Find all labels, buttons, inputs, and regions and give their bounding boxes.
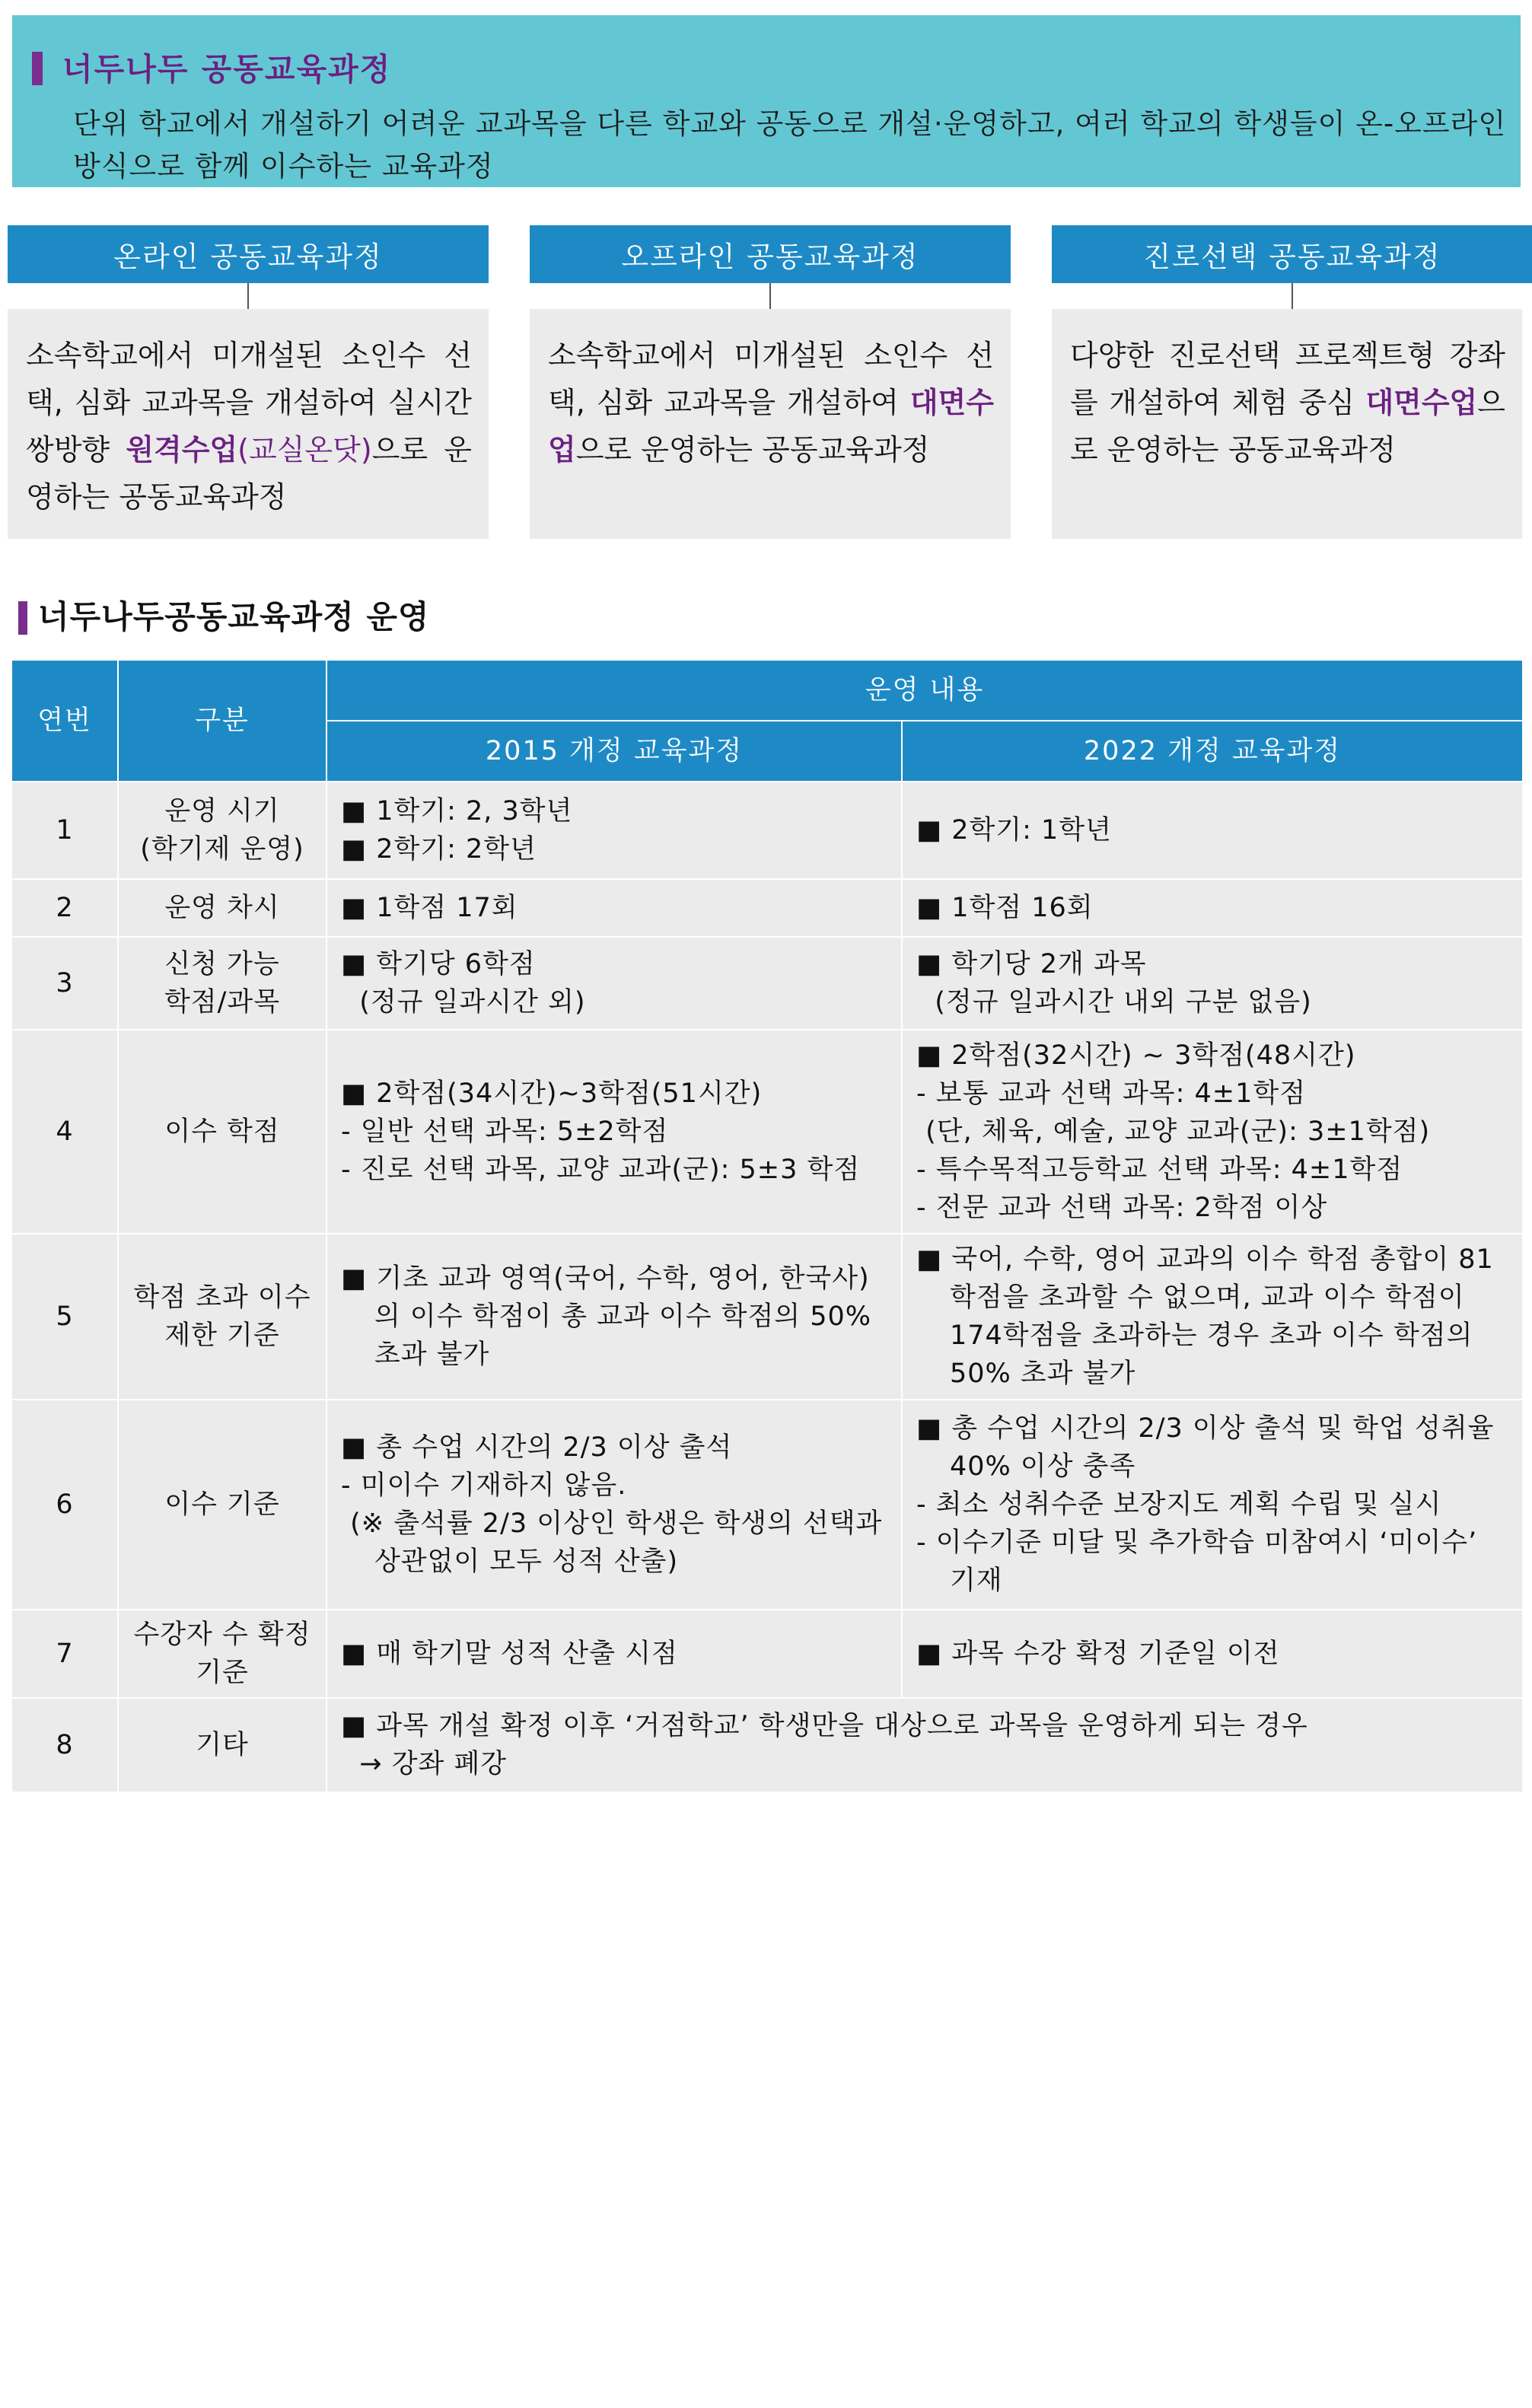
cell-line: (정규 일과시간 내외 구분 없음) xyxy=(916,987,1312,1018)
card-online-title: 온라인 공동교육과정 xyxy=(8,225,489,283)
cell-line: ■ 과목 수강 확정 기준일 이전 xyxy=(916,1639,1280,1669)
cell-2015 xyxy=(326,1030,902,1234)
operations-table xyxy=(11,659,1524,1793)
cell-2022 xyxy=(902,1610,1523,1698)
row-no: 6 xyxy=(11,1400,118,1610)
table-row xyxy=(11,937,1523,1030)
cell-line: ■ 학기당 6학점 xyxy=(341,949,536,979)
cell-line: ■ 1학점 17회 xyxy=(341,893,518,923)
table-row xyxy=(11,782,1523,879)
cell-line: ■ 국어, 수학, 영어 교과의 이수 학점 총합이 81학점을 초과할 수 없으며, 교과 이수 학점이 174학점을 초과하는 경우 초과 이수 학점의 50% 초과 불가 xyxy=(916,1244,1494,1389)
card-highlight-note: (교실온닷) xyxy=(237,433,372,467)
card-highlight: 대면수업 xyxy=(548,386,994,467)
section-marker xyxy=(18,601,27,635)
cell-line: ■ 2학기: 1학년 xyxy=(916,815,1112,846)
row-no: 5 xyxy=(11,1234,118,1400)
cell-line: ■ 기초 교과 영역(국어, 수학, 영어, 한국사)의 이수 학점이 총 교과 이수 학점의 50% 초과 불가 xyxy=(341,1263,881,1370)
row-category: 운영 시기 (학기제 운영) xyxy=(118,782,326,879)
cell-2015 xyxy=(326,1610,902,1698)
card-connector xyxy=(769,283,771,309)
row-no: 2 xyxy=(11,879,118,937)
intro-banner xyxy=(12,15,1521,187)
cell-2022 xyxy=(902,1030,1523,1234)
card-text-after: 으로 운영하는 공동교육과정 xyxy=(26,433,472,514)
cell-merged xyxy=(326,1698,1523,1792)
cell-line: - 이수기준 미달 및 추가학습 미참여시 ‘미이수’ 기재 xyxy=(916,1527,1487,1596)
cell-2015 xyxy=(326,937,902,1030)
cell-line: ■ 총 수업 시간의 2/3 이상 출석 xyxy=(341,1432,733,1463)
row-category: 이수 학점 xyxy=(118,1030,326,1234)
cell-2015 xyxy=(326,1400,902,1610)
cell-line: ■ 1학기: 2, 3학년 xyxy=(341,796,573,827)
card-career-body xyxy=(1052,309,1522,539)
card-text-after: 으로 운영하는 공동교육과정 xyxy=(1070,386,1505,467)
cell-line: ■ 학기당 2개 과목 xyxy=(916,949,1147,979)
row-category: 운영 차시 xyxy=(118,879,326,937)
row-no: 4 xyxy=(11,1030,118,1234)
cell-line: ■ 과목 개설 확정 이후 ‘거점학교’ 학생만을 대상으로 과목을 운영하게 되는 경우 xyxy=(341,1711,1308,1741)
card-text: 소속학교에서 미개설된 소인수 선택, 심화 교과목을 개설하여 xyxy=(548,339,994,419)
cell-line: (단, 체육, 예술, 교양 교과(군): 3±1학점) xyxy=(916,1116,1431,1147)
header-2022: 2022 개정 교육과정 xyxy=(902,721,1523,782)
card-highlight: 원격수업 xyxy=(126,433,238,467)
cell-line: - 일반 선택 과목: 5±2학점 xyxy=(341,1116,669,1147)
header-content: 운영 내용 xyxy=(326,660,1523,721)
table-row xyxy=(11,1030,1523,1234)
cell-2015 xyxy=(326,782,902,879)
card-highlight: 대면수업 xyxy=(1365,386,1478,419)
card-offline-body xyxy=(530,309,1011,539)
cell-line: - 전문 교과 선택 과목: 2학점 이상 xyxy=(916,1193,1328,1223)
cell-line: ■ 2학점(32시간) ~ 3학점(48시간) xyxy=(916,1040,1356,1071)
row-category: 신청 가능 학점/과목 xyxy=(118,937,326,1030)
cell-line: ■ 1학점 16회 xyxy=(916,893,1094,923)
header-2015: 2015 개정 교육과정 xyxy=(326,721,902,782)
row-no: 3 xyxy=(11,937,118,1030)
cell-line: - 보통 교과 선택 과목: 4±1학점 xyxy=(916,1078,1307,1109)
cell-line: ■ 2학점(34시간)~3학점(51시간) xyxy=(341,1078,763,1109)
cell-2015 xyxy=(326,1234,902,1400)
cell-line: (정규 일과시간 외) xyxy=(341,987,586,1018)
card-career-title: 진로선택 공동교육과정 xyxy=(1052,225,1532,283)
table-row xyxy=(11,1400,1523,1610)
cell-2022 xyxy=(902,1234,1523,1400)
cell-line: (※ 출석률 2/3 이상인 학생은 학생의 선택과 상관없이 모두 성적 산출) xyxy=(341,1508,892,1577)
card-text: 다양한 진로선택 프로젝트형 강좌를 개설하여 체험 중심 xyxy=(1070,339,1505,419)
card-online-body xyxy=(8,309,489,539)
card-connector xyxy=(247,283,249,309)
header-no: 연번 xyxy=(11,660,118,782)
cell-2022 xyxy=(902,1400,1523,1610)
banner-title: 너두나두 공동교육과정 xyxy=(62,51,392,88)
cell-line: - 최소 성취수준 보장지도 계획 수립 및 실시 xyxy=(916,1489,1442,1520)
cell-2022 xyxy=(902,937,1523,1030)
cell-line: ■ 2학기: 2학년 xyxy=(341,834,537,865)
cell-line: - 진로 선택 과목, 교양 교과(군): 5±3 학점 xyxy=(341,1155,861,1185)
table-body xyxy=(11,782,1523,1792)
banner-description: 단위 학교에서 개설하기 어려운 교과목을 다른 학교와 공동으로 개설·운영하고, 여러 학교의 학생들이 온-오프라인 방식으로 함께 이수하는 교육과정 xyxy=(73,107,1507,183)
table-row xyxy=(11,879,1523,937)
cell-2015 xyxy=(326,879,902,937)
card-text: 소속학교에서 미개설된 소인수 선택, 심화 교과목을 개설하여 실시간 쌍방향 xyxy=(26,339,472,467)
cell-line: - 특수목적고등학교 선택 과목: 4±1학점 xyxy=(916,1155,1403,1185)
card-text-after: 으로 운영하는 공동교육과정 xyxy=(575,433,930,467)
row-no: 8 xyxy=(11,1698,118,1792)
table-row xyxy=(11,1610,1523,1698)
row-category: 수강자 수 확정 기준 xyxy=(118,1610,326,1698)
cell-line: ■ 총 수업 시간의 2/3 이상 출석 및 학업 성취율 40% 이상 충족 xyxy=(916,1413,1504,1482)
row-no: 1 xyxy=(11,782,118,879)
table-row xyxy=(11,1698,1523,1792)
title-marker xyxy=(32,52,43,85)
cell-line: - 미이수 기재하지 않음. xyxy=(341,1470,627,1501)
row-category: 이수 기준 xyxy=(118,1400,326,1610)
cell-line: ■ 매 학기말 성적 산출 시점 xyxy=(341,1639,678,1669)
cell-2022 xyxy=(902,782,1523,879)
row-category: 학점 초과 이수 제한 기준 xyxy=(118,1234,326,1400)
row-no: 7 xyxy=(11,1610,118,1698)
table-row xyxy=(11,1234,1523,1400)
cell-line: → 강좌 폐강 xyxy=(341,1749,508,1779)
header-category: 구분 xyxy=(118,660,326,782)
section-title: 너두나두공동교육과정 운영 xyxy=(38,598,430,635)
card-offline-title: 오프라인 공동교육과정 xyxy=(530,225,1011,283)
row-category: 기타 xyxy=(118,1698,326,1792)
cell-2022 xyxy=(902,879,1523,937)
card-connector xyxy=(1292,283,1293,309)
